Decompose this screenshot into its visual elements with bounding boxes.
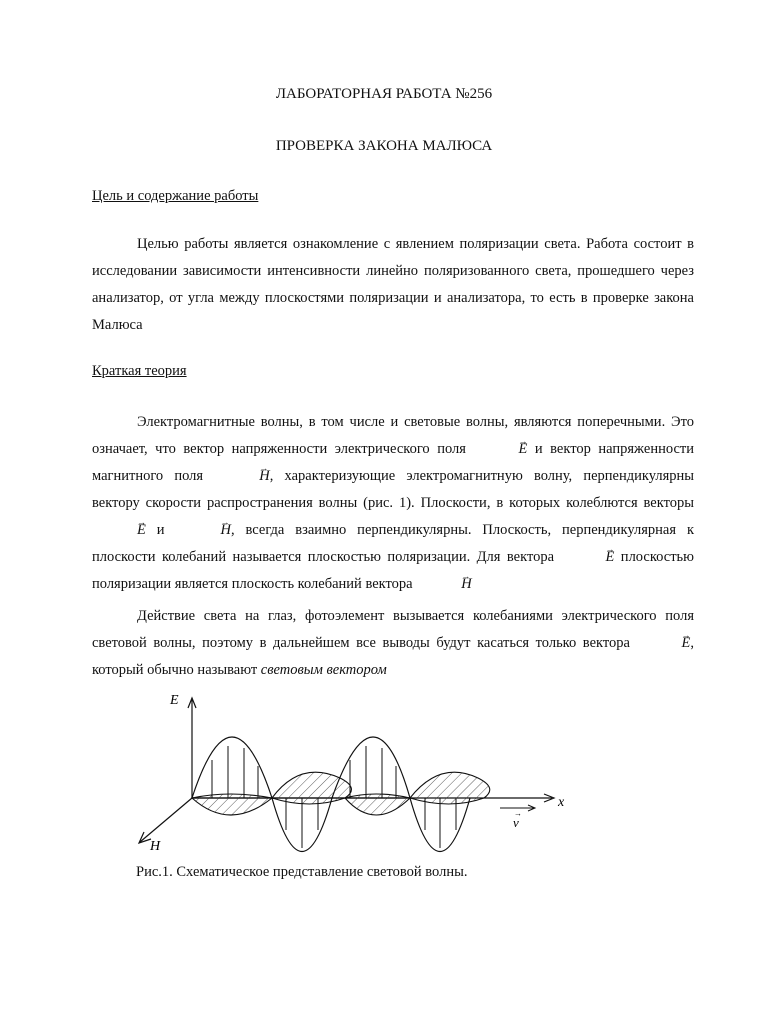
figure-caption: Рис.1. Схематическое представление световой волны. — [136, 864, 468, 880]
wave-figure — [0, 680, 768, 860]
h-wave-lobe — [410, 772, 490, 804]
light-vector-term: световым вектором — [260, 662, 387, 678]
goal-paragraph: Целью работы является ознакомление с явлением поляризации света. Работа состоит в исследовании зависимости интенсивности линейно поляризованного света, прошедшего через анализатор, от угла между плоскостями поляризации и анализатора, то есть в проверке закона Малюса — [92, 236, 694, 333]
section-heading-theory: Краткая теория — [92, 363, 187, 379]
vector-h: → H — [416, 571, 471, 598]
svg-text:→: → — [514, 809, 522, 818]
vector-h: → H — [214, 463, 269, 490]
work-title: ПРОВЕРКА ЗАКОНА МАЛЮСА — [275, 138, 493, 154]
vector-h: → H — [175, 517, 230, 544]
section-heading-goal: Цель и содержание работы — [92, 188, 259, 204]
velocity-label: v — [513, 815, 519, 830]
e-wave-lobe — [192, 737, 272, 798]
h-axis — [140, 798, 192, 842]
x-axis-label: x — [558, 795, 565, 810]
h-wave-lobe — [345, 794, 410, 815]
theory-paragraph-1: Электромагнитные волны, в том числе и световые волны, являются поперечными. Это означает, что вектор напряженности электрического поля → E и вектор напряженности магнитного поля → H, характеризующие электромагнитную волну, перпендикулярны вектору скорости распространения волны (рис. 1). Плоскости, в которых колеблются векторы → E и → H, всегда взаимно перпендикулярны. Плоскость, перпендикулярная к плоскости колебаний называется плоскостью поляризации. Для вектора → E плоскостью поляризации является плоскость колебаний вектора → H — [92, 409, 694, 598]
e-axis-label: E — [170, 693, 179, 708]
theory-paragraph-2: Действие света на глаз, фотоэлемент вызывается колебаниями электрического поля световой волны, поэтому в дальнейшем все выводы будут касаться только вектора → E, который обычно называют световым вектором — [92, 603, 694, 684]
vector-e: → E — [561, 544, 615, 571]
h-axis-label: H — [150, 839, 161, 854]
lab-title: ЛАБОРАТОРНАЯ РАБОТА №256 — [275, 86, 493, 102]
h-wave-lobe — [192, 794, 272, 815]
vector-e: → E — [637, 630, 691, 657]
vector-e: → E — [473, 436, 527, 463]
vector-e: → E — [92, 517, 146, 544]
